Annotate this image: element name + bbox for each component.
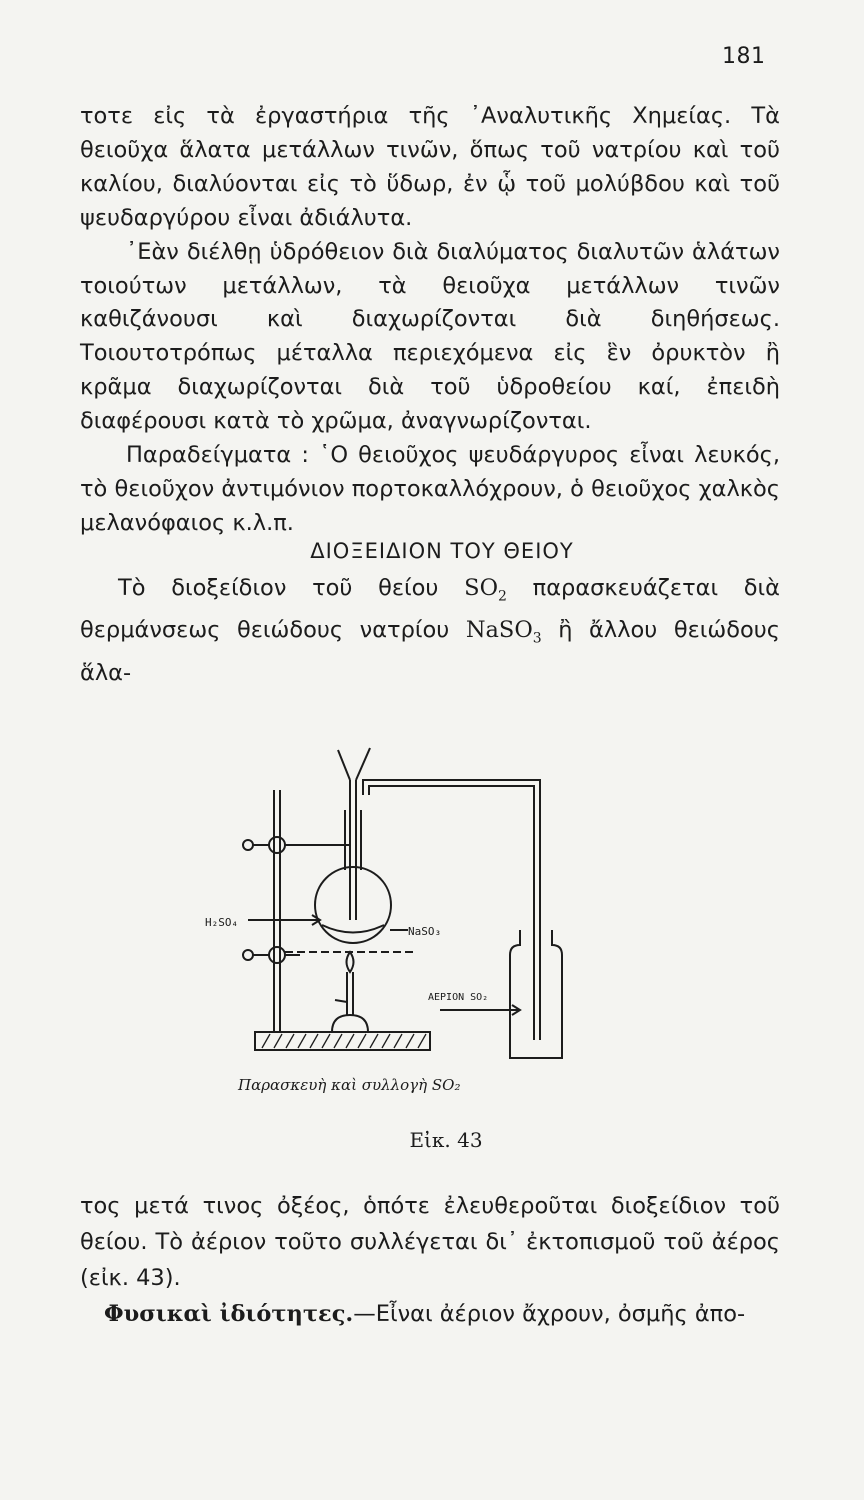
upper-clamp xyxy=(269,837,285,853)
paragraph-text: τος μετά τινος ὀξέος, ὁπότε ἐλευθεροῦται διοξείδιον τοῦ θείου. Τὸ ἀέριον τοῦτο συλλέγεται δι᾿ ἐκτοπισμοῦ τοῦ ἀέρος (εἰκ. 43). xyxy=(80,1193,780,1291)
apparatus-drawing xyxy=(190,740,630,1120)
liquid xyxy=(322,925,384,933)
text-part: ἢ ἄλλου θειώδους ἅλα- xyxy=(80,617,780,686)
paragraph-hydrogen-sulfide: ᾿Εὰν διέλθῃ ὑδρόθειον διὰ διαλύματος διαλυτῶν ἁλάτων τοιούτων μετάλλων, τὰ θειοῦχα μετάλλων τινῶν καθιζάνουσι καὶ διαχωρίζονται διὰ διηθήσεως. Τοιουτοτρόπως μέταλλα περιεχόμενα εἰς ἓν ὀρυκτὸν ἢ κρᾶμα διαχωρίζονται διὰ τοῦ ὑδροθείου καί, ἐπειδὴ διαφέρουσι κατὰ τὸ χρῶμα, ἀναγνωρίζονται. xyxy=(80,238,780,435)
paragraph-so2-collection xyxy=(80,1188,780,1332)
base-hatching xyxy=(262,1034,426,1048)
physical-properties-label: Φυσικαὶ ἰδιότητες. xyxy=(104,1301,354,1327)
formula-base: SO xyxy=(464,575,499,601)
section-heading: ΔΙΟΞΕΙΔΙΟΝ ΤΟΥ ΘΕΙΟΥ xyxy=(310,539,574,563)
collecting-jar xyxy=(510,930,562,1058)
handwritten-caption: Παρασκευὴ καὶ συλλογὴ SO₂ xyxy=(238,1076,461,1094)
physical-properties-line xyxy=(80,1296,780,1332)
paragraph-examples: Παραδείγματα : ῾Ο θειοῦχος ψευδάργυρος εἶναι λευκός, τὸ θειοῦχον ἀντιμόνιον πορτοκαλλόχρουν, ὁ θειοῦχος χαλκὸς μελανόφαιος κ.λ.π. xyxy=(80,442,780,536)
lower-clamp xyxy=(269,947,285,963)
formula-so2 xyxy=(464,575,507,605)
label-h2so4: H₂SO₄ xyxy=(205,916,239,929)
funnel xyxy=(338,750,350,780)
paragraph-text: τοτε εἰς τὰ ἐργαστήρια τῆς ᾿Αναλυτικῆς Χημείας. Τὰ θειοῦχα ἅλατα μετάλλων τινῶν, ὅπως τοῦ νατρίου καὶ τοῦ καλίου, διαλύονται εἰς τὸ ὕδωρ, ἐν ᾧ τοῦ μολύβδου καὶ τοῦ ψευδαργύρου εἶναι ἀδιάλυτα. xyxy=(80,103,780,231)
formula-subscript: 3 xyxy=(532,630,542,647)
paragraph-so2-preparation xyxy=(80,572,780,691)
figure-caption: Εἰκ. 43 xyxy=(409,1128,483,1152)
physical-properties-text: —Εἶναι ἀέριον ἄχρουν, ὀσμῆς ἀπο- xyxy=(353,1301,746,1327)
label-naso3: NaSO₃ xyxy=(408,925,442,938)
formula-naso3 xyxy=(465,617,542,647)
apparatus-figure xyxy=(190,740,630,1120)
text-part: παρασκευάζεται διὰ θερμάνσεως θειώδους νατρίου xyxy=(80,575,780,644)
label-gas: ΑΕΡΙΟΝ SO₂ xyxy=(428,992,489,1003)
formula-base: NaSO xyxy=(465,617,533,644)
text-part: Τὸ διοξείδιον τοῦ θείου xyxy=(118,575,465,601)
burner-flame xyxy=(347,952,354,972)
formula-subscript: 2 xyxy=(498,588,507,605)
page-number: 181 xyxy=(722,44,766,69)
paragraph-analytical-chemistry xyxy=(80,100,780,541)
